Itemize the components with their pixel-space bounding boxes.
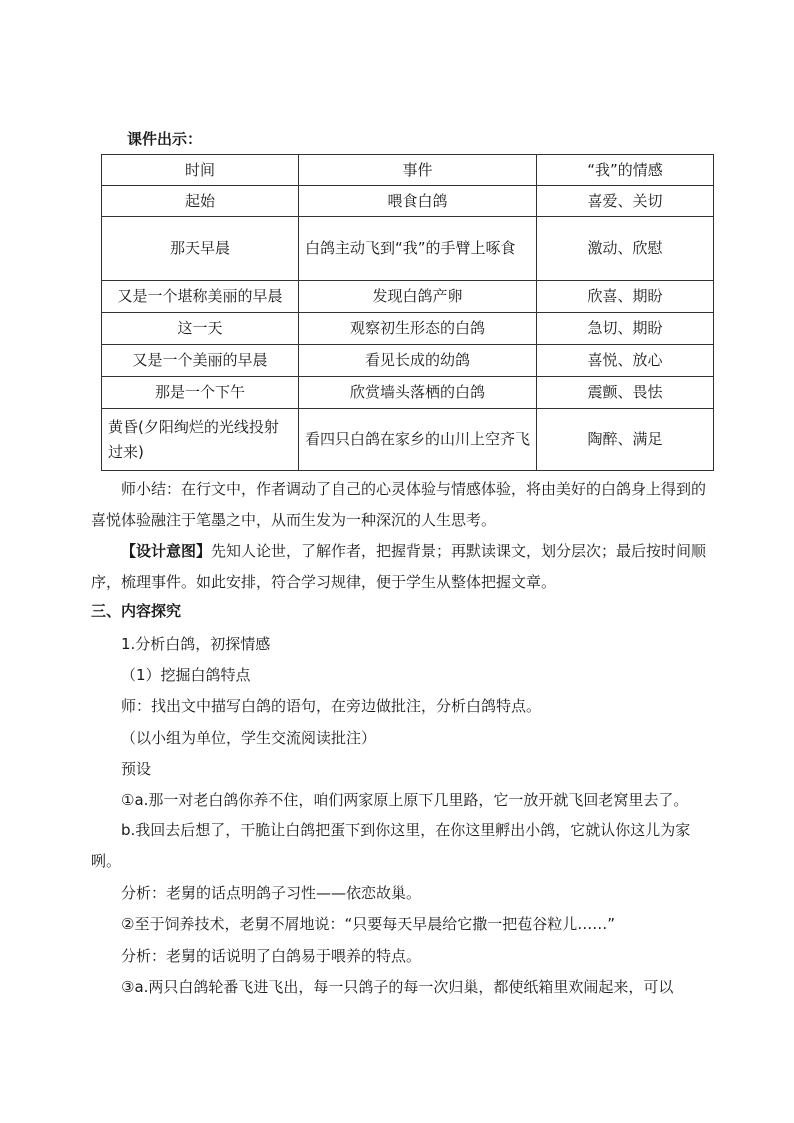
cell-emotion: 激动、欣慰 xyxy=(537,217,714,281)
table-row xyxy=(102,345,714,377)
cell-event: 欣赏墙头落栖的白鸽 xyxy=(299,377,537,409)
events-table xyxy=(101,154,714,471)
cell-event: 喂食白鸽 xyxy=(299,186,537,217)
cell-event: 发现白鸽产卵 xyxy=(299,281,537,313)
cell-time: 那天早晨 xyxy=(102,217,299,281)
cell-time: 又是一个堪称美丽的早晨 xyxy=(102,281,299,313)
cell-emotion: 喜悦、放心 xyxy=(537,345,714,377)
courseware-heading: 课件出示： xyxy=(127,130,203,148)
table-row xyxy=(102,409,714,471)
group-note: （以小组为单位，学生交流阅读批注） xyxy=(121,729,377,747)
quote-3a: ③a.两只白鸽轮番飞进飞出，每一只鸽子的每一次归巢，都使纸箱里欢闹起来，可以 xyxy=(121,978,674,996)
design-intent-label: 【设计意图】 xyxy=(121,542,212,560)
cell-time: 那是一个下午 xyxy=(102,377,299,409)
cell-time: 起始 xyxy=(102,186,299,217)
design-intent xyxy=(91,536,713,598)
table-row xyxy=(102,313,714,345)
cell-emotion: 陶醉、满足 xyxy=(537,409,714,471)
cell-time: 黄昏(夕阳绚烂的光线投射过来) xyxy=(102,409,299,471)
cell-emotion: 震颤、畏怯 xyxy=(537,377,714,409)
design-intent-text: 先知人论世，了解作者，把握背景；再默读课文，划分层次；最后按时间顺序，梳理事件。如此安排，符合学习规律，便于学生从整体把握文章。 xyxy=(91,542,707,591)
header-emotion: “我”的情感 xyxy=(537,155,714,186)
cell-event: 白鸽主动飞到“我”的手臂上啄食 xyxy=(299,217,537,281)
section-heading: 三、内容探究 xyxy=(91,602,182,620)
cell-event: 看四只白鸽在家乡的山川上空齐飞 xyxy=(299,409,537,471)
header-time: 时间 xyxy=(102,155,299,186)
cell-time: 又是一个美丽的早晨 xyxy=(102,345,299,377)
cell-event: 观察初生形态的白鸽 xyxy=(299,313,537,345)
cell-emotion: 喜爱、关切 xyxy=(537,186,714,217)
cell-time: 这一天 xyxy=(102,313,299,345)
table-row xyxy=(102,377,714,409)
cell-event: 看见长成的幼鸽 xyxy=(299,345,537,377)
table-row xyxy=(102,281,714,313)
cell-emotion: 欣喜、期盼 xyxy=(537,281,714,313)
preset-label: 预设 xyxy=(121,760,152,778)
table-header-row xyxy=(102,155,714,186)
subsection-heading: 1.分析白鸽，初探情感 xyxy=(121,635,271,653)
quote-1a: ①a.那一对老白鸽你养不住，咱们两家原上原下几里路，它一放开就飞回老窝里去了。 xyxy=(121,791,689,809)
quote-2: ②至于饲养技术，老舅不屑地说：“只要每天早晨给它撒一把苞谷粒儿……” xyxy=(121,915,615,933)
cell-emotion: 急切、期盼 xyxy=(537,313,714,345)
table-row xyxy=(102,186,714,217)
analysis-1: 分析：老舅的话点明鸽子习性——依恋故巢。 xyxy=(121,884,422,902)
sub-item-heading: （1）挖掘白鸽特点 xyxy=(121,666,251,684)
table-row xyxy=(102,217,714,281)
teacher-summary: 师小结：在行文中，作者调动了自己的心灵体验与情感体验，将由美好的白鸽身上得到的喜悦体验融注于笔墨之中，从而生发为一种深沉的人生思考。 xyxy=(91,480,707,529)
teacher-instruction: 师：找出文中描写白鸽的语句，在旁边做批注，分析白鸽特点。 xyxy=(121,697,542,715)
quote-1b: b.我回去后想了，干脆让白鸽把蛋下到你这里，在你这里孵出小鸽，它就认你这儿为家咧。 xyxy=(91,821,691,870)
header-event: 事件 xyxy=(299,155,537,186)
analysis-2: 分析：老舅的话说明了白鸽易于喂养的特点。 xyxy=(121,947,422,965)
